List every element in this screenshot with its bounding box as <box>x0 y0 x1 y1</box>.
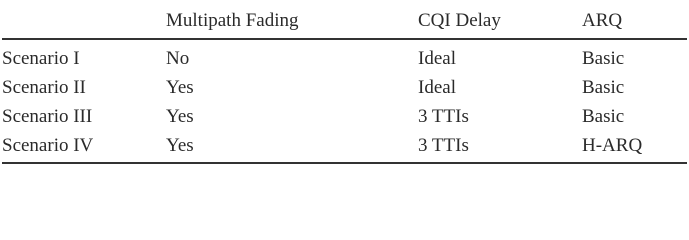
arq-cell: Basic <box>582 105 625 127</box>
scenario-name-cell: Scenario II <box>2 76 86 98</box>
table-header <box>2 0 687 39</box>
arq-cell: H-ARQ <box>582 131 687 163</box>
cqi-delay-cell: 3 TTIs <box>418 105 469 127</box>
header-row <box>2 0 687 39</box>
scenario-table <box>2 0 687 164</box>
table-body <box>2 39 687 163</box>
multipath-fading-cell: Yes <box>166 131 418 163</box>
multipath-fading-cell: Yes <box>166 76 194 98</box>
table-row <box>2 131 687 163</box>
arq-cell: Basic <box>582 76 625 98</box>
cqi-delay-cell: Ideal <box>418 47 456 69</box>
arq-cell: Basic <box>582 47 625 69</box>
scenario-name-cell: Scenario III <box>2 105 93 127</box>
cqi-delay-cell: 3 TTIs <box>418 131 582 163</box>
header-cell-cqi-delay: CQI Delay <box>418 0 582 39</box>
cqi-delay-cell: Ideal <box>418 76 456 98</box>
header-cell-multipath-fading: Multipath Fading <box>166 0 418 39</box>
scenario-name-cell: Scenario I <box>2 47 80 69</box>
scenario-name-cell: Scenario IV <box>2 131 166 163</box>
multipath-fading-cell: No <box>166 47 190 69</box>
table-row <box>2 102 687 131</box>
multipath-fading-cell: Yes <box>166 105 194 127</box>
scenario-table-container <box>2 0 687 164</box>
header-cell-scenario <box>2 0 166 39</box>
table-row <box>2 73 687 102</box>
table-row <box>2 39 687 73</box>
header-cell-arq: ARQ <box>582 0 687 39</box>
